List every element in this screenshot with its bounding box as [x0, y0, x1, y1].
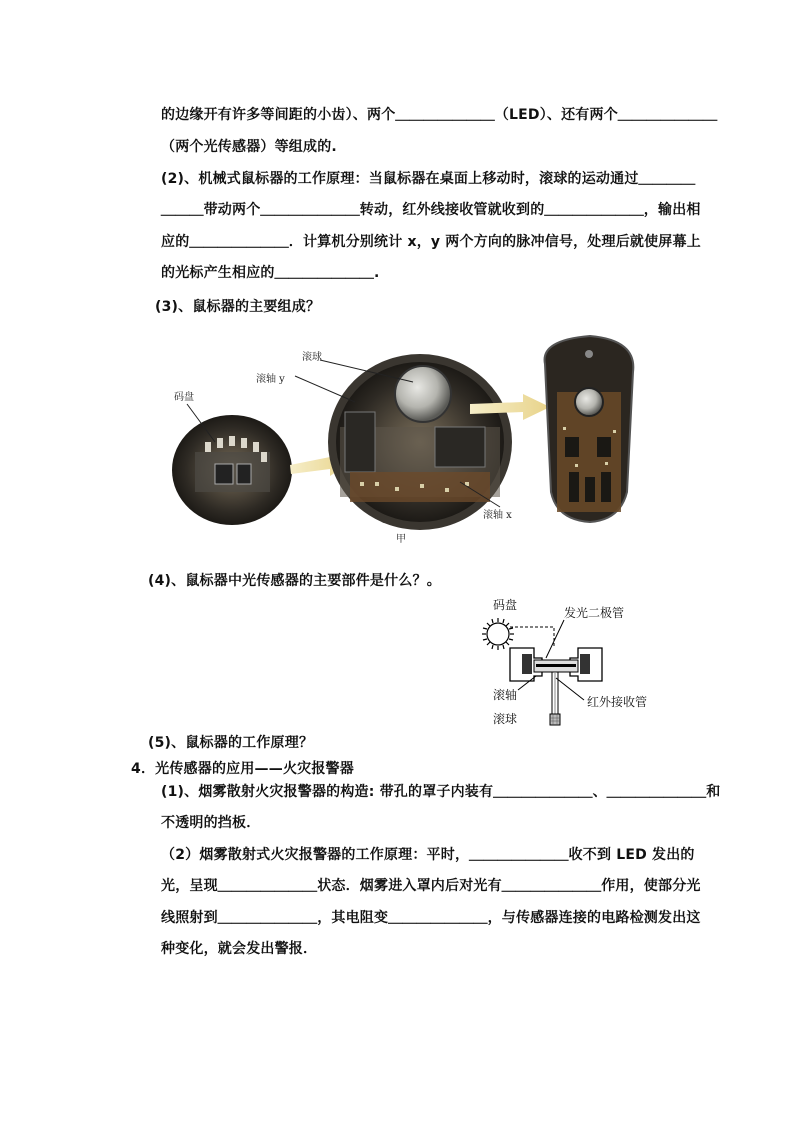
section-4-item-1-line-1: (1)、烟雾散射火灾报警器的构造: 带孔的罩子内装有＿＿＿＿＿＿＿、＿＿＿＿＿＿＿和 — [161, 784, 721, 800]
question-4: (4)、鼠标器中光传感器的主要部件是什么？。 — [148, 573, 441, 589]
text-line-3: (2)、机械式鼠标器的工作原理：当鼠标器在桌面上移动时，滚球的运动通过＿＿＿＿ — [161, 171, 696, 187]
text-line-5: 应的＿＿＿＿＿＿＿．计算机分别统计 x，y 两个方向的脉冲信号，处理后就使屏幕上 — [161, 234, 701, 250]
label-ball: 滚球 — [302, 352, 322, 363]
schematic-label-led: 发光二极管 — [564, 606, 625, 620]
text-line-6: 的光标产生相应的＿＿＿＿＿＿＿. — [161, 265, 380, 281]
section-4-item-2-line-2: 光，呈现＿＿＿＿＿＿＿状态．烟雾进入罩内后对光有＿＿＿＿＿＿＿作用，使部分光 — [161, 878, 701, 894]
text-line-2: （两个光传感器）等组成的. — [161, 139, 337, 155]
schematic-label-shaft: 滚轴 — [493, 688, 518, 702]
label-shaft-y: 滚轴 y — [256, 374, 285, 385]
section-4-item-2-line-4: 种变化，就会发出警报． — [161, 941, 318, 957]
section-4-heading: 4．光传感器的应用——火灾报警器 — [131, 761, 354, 777]
question-5: (5)、鼠标器的工作原理？ — [148, 735, 314, 751]
section-4-item-2-line-3: 线照射到＿＿＿＿＿＿＿，其电阻变＿＿＿＿＿＿＿，与传感器连接的电路检测发出这 — [161, 910, 701, 926]
figure-caption: 甲 — [396, 534, 406, 545]
text-line-1: 的边缘开有许多等间距的小齿）、两个＿＿＿＿＿＿＿（LED）、还有两个＿＿＿＿＿＿＿ — [161, 107, 718, 123]
schematic-label-ball: 滚球 — [493, 712, 518, 726]
section-4-item-1-line-2: 不透明的挡板． — [161, 815, 261, 831]
label-shaft-x: 滚轴 x — [483, 510, 512, 521]
label-encoder-disc: 码盘 — [174, 392, 194, 403]
question-3: (3)、鼠标器的主要组成？ — [155, 299, 321, 315]
text-line-4: ＿＿＿带动两个＿＿＿＿＿＿＿转动，红外线接收管就收到的＿＿＿＿＿＿＿，输出相 — [161, 202, 701, 218]
schematic-label-ir-receiver: 红外接收管 — [587, 695, 648, 709]
section-4-item-2-line-1: （2）烟雾散射式火灾报警器的工作原理：平时，＿＿＿＿＿＿＿收不到 LED 发出的 — [161, 847, 695, 863]
schematic-label-encoder-disc: 码盘 — [493, 598, 518, 612]
